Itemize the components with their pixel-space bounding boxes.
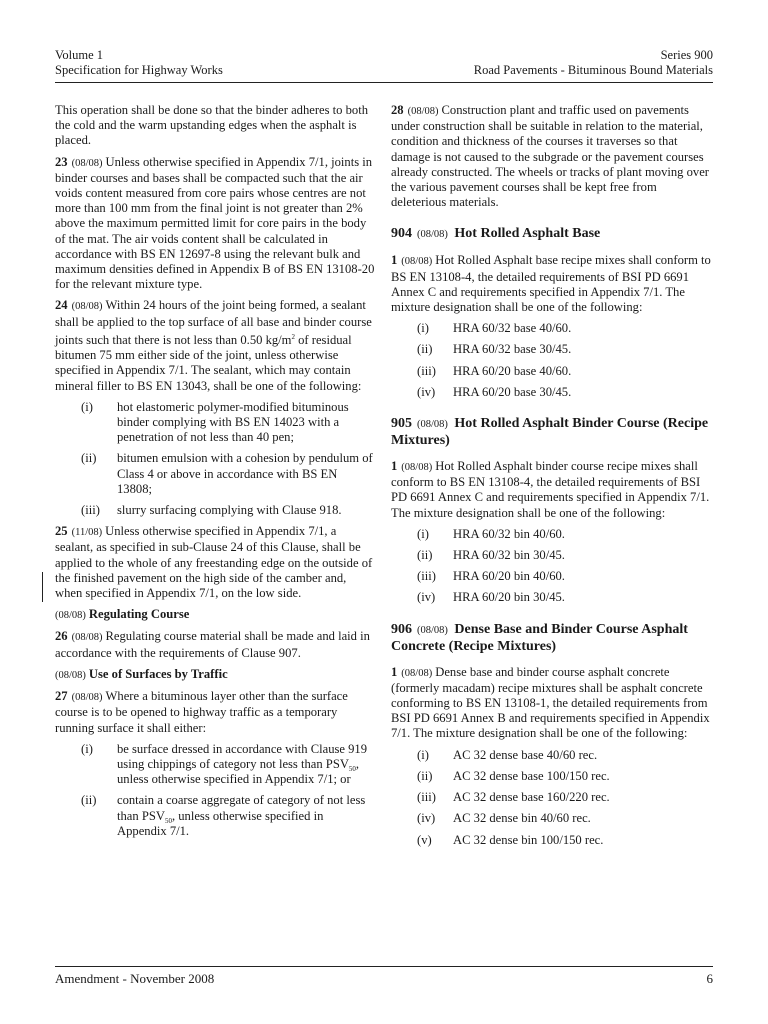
list-item — [55, 503, 375, 518]
list-item — [391, 385, 713, 400]
para-number: 25 — [55, 524, 68, 539]
list-item — [391, 364, 713, 379]
paragraph-28 — [391, 103, 713, 210]
page-number: 6 — [706, 971, 713, 986]
list-text: HRA 60/20 bin 30/45. — [453, 590, 565, 605]
list-item — [55, 742, 375, 788]
list-item — [391, 590, 713, 605]
paragraph-906-1 — [391, 665, 713, 742]
superscript: 2 — [291, 332, 295, 341]
paragraph-904-1 — [391, 253, 713, 315]
list-numeral: (iii) — [417, 363, 436, 378]
list-text: AC 32 dense bin 100/150 rec. — [453, 832, 604, 847]
amend-date: (08/08) — [71, 692, 103, 704]
paragraph-intro: This operation shall be done so that the binder adheres to both the cold and the warm upstanding edges when the asphalt is placed. — [55, 103, 369, 148]
change-bar — [42, 572, 43, 602]
amend-date: (08/08) — [55, 669, 86, 681]
para-number: 1 — [391, 459, 398, 474]
list-numeral: (i) — [417, 747, 429, 762]
para-text: Hot Rolled Asphalt base recipe mixes shall conform to BS EN 13108-4, the detailed requirements of BSI PD 6691 Annex C and requirements specified in Appendix 7/1. The mixture designation shall be one of the following: — [391, 253, 711, 315]
list-numeral: (ii) — [417, 768, 433, 783]
list-text: AC 32 dense base 160/220 rec. — [453, 790, 610, 805]
para-text: Where a bituminous layer other than the surface course is to be opened to highway traffic as a temporary running surface it shall either: — [55, 689, 348, 735]
section-number: 905 — [391, 416, 412, 432]
list-numeral: (ii) — [417, 342, 433, 357]
header-left — [55, 48, 223, 78]
page-footer — [55, 966, 713, 986]
amend-date: (11/08) — [71, 527, 103, 539]
amend-date: (08/08) — [417, 419, 448, 431]
list-numeral: (ii) — [81, 451, 97, 466]
para-text: Unless otherwise specified in Appendix 7/1, joints in binder courses and bases shall be compacted such that the air voids content measured from core pairs whose centres are not more than 100 mm from the final joint is not greater than 2% above the maximum permitted limit for core pairs in the body of the mat. The air voids content shall be calculated in accordance with BS EN 12697-8 using the relevant bulk and maximum densities defined in Appendix B of BS EN 13108-20 for the relevant mixture type. — [55, 154, 375, 292]
para-number: 23 — [55, 154, 68, 169]
page-header — [55, 48, 713, 83]
list-text: bitumen emulsion with a cohesion by pendulum of Class 4 or above in accordance with BS EN 13808; — [117, 451, 373, 496]
list-numeral: (i) — [417, 321, 429, 336]
list-numeral: (iii) — [81, 503, 100, 518]
list-text: slurry surfacing complying with Clause 918. — [117, 503, 342, 518]
list-item — [391, 527, 713, 542]
section-heading-904 — [391, 226, 713, 243]
subheading-regulating-course — [55, 607, 375, 623]
list-item — [391, 811, 713, 826]
section-heading-905 — [391, 416, 713, 449]
spec-title: Specification for Highway Works — [55, 63, 223, 77]
amend-date: (08/08) — [407, 106, 439, 117]
list-text: AC 32 dense base 100/150 rec. — [453, 768, 610, 783]
section-title: Hot Rolled Asphalt Binder Course (Recipe Mixtures) — [391, 416, 709, 449]
amend-date: (08/08) — [71, 157, 103, 169]
section-title: Dense Base and Binder Course Asphalt Concrete (Recipe Mixtures) — [391, 621, 688, 654]
list-numeral: (iv) — [417, 811, 436, 826]
list-item — [391, 342, 713, 357]
amend-date: (08/08) — [401, 256, 433, 268]
list-text: HRA 60/20 bin 40/60. — [453, 569, 565, 584]
para-text: Dense base and binder course asphalt concrete (formerly macadam) recipe mixtures shall be asphalt concrete conforming to BS EN 13108-1, the detailed requirements from BSI PD 6691 Annex B and requirements specified in Appendix 7/1. The mixture designation shall be one of the following: — [391, 664, 710, 741]
list-numeral: (i) — [81, 399, 93, 414]
list-item — [391, 321, 713, 336]
paragraph-24 — [55, 298, 375, 393]
list-text: HRA 60/20 base 30/45. — [453, 384, 572, 399]
header-right — [474, 48, 713, 78]
paragraph-26 — [55, 629, 375, 660]
list-text: HRA 60/20 base 40/60. — [453, 363, 572, 378]
list-item — [55, 793, 375, 839]
list-item — [391, 548, 713, 563]
subheading-use-of-surfaces — [55, 667, 375, 683]
list-text: , unless otherwise specified in Appendix 7/1; or — [117, 756, 360, 787]
list-text: be surface dressed in accordance with Clause 919 using chippings of category not less than PSV — [117, 741, 368, 771]
section-number: 904 — [391, 226, 412, 242]
para-number: 24 — [55, 298, 68, 313]
list-item — [55, 451, 375, 497]
list-text: HRA 60/32 bin 30/45. — [453, 548, 565, 563]
list-item — [391, 769, 713, 784]
amend-date: (08/08) — [401, 462, 433, 474]
right-column — [391, 103, 713, 854]
paragraph-25 — [55, 524, 375, 601]
para-text: Unless otherwise specified in Appendix 7/1, a sealant, as specified in sub-Clause 24 of this Clause, shall be applied to the whole of any freestanding edge on the outside of the finished pavement on the high side of the camber and, when specified in Appendix 7/1, on the low side. — [55, 524, 373, 601]
left-column — [55, 103, 375, 845]
list-numeral: (ii) — [81, 793, 97, 808]
para-text: Construction plant and traffic used on pavements under construction shall be suitable in relation to the material, condition and thickness of the courses it traverses so that damage is not caused to the subgrade or the pavement courses already constructed. The wheels or tracks of plant moving over the various pavement courses shall be kept free from deleterious materials. — [391, 103, 710, 210]
list-item — [391, 790, 713, 805]
section-number: 906 — [391, 621, 412, 637]
para-text: Within 24 hours of the joint being formed, a sealant shall be applied to the top surface of all base and binder course joints such that there is not less than 0.50 kg/m — [55, 298, 372, 348]
list-text: HRA 60/32 bin 40/60. — [453, 526, 565, 541]
amend-date: (08/08) — [417, 229, 448, 241]
list-numeral: (iv) — [417, 590, 436, 605]
list-numeral: (iii) — [417, 569, 436, 584]
paragraph-27 — [55, 689, 375, 736]
section-heading-906 — [391, 622, 713, 655]
list-numeral: (i) — [417, 526, 429, 541]
para-number: 26 — [55, 629, 68, 644]
list-text: HRA 60/32 base 40/60. — [453, 321, 572, 336]
series-label: Series 900 — [660, 48, 713, 62]
list-text: contain a coarse aggregate of category of not less than PSV — [117, 793, 366, 823]
list-text: AC 32 dense base 40/60 rec. — [453, 747, 598, 762]
para-number: 27 — [55, 689, 68, 704]
subheading-title: Use of Surfaces by Traffic — [88, 666, 228, 681]
list-item — [391, 833, 713, 848]
list-text: hot elastomeric polymer-modified bituminous binder complying with BS EN 14023 with a penetration of not less than 40 pen; — [117, 399, 349, 445]
list-text: AC 32 dense bin 40/60 rec. — [453, 811, 591, 826]
amend-date: (08/08) — [401, 667, 433, 679]
para-text: Regulating course material shall be made and laid in accordance with the requirements of Clause 907. — [55, 629, 370, 660]
paragraph-23 — [55, 155, 375, 293]
list-numeral: (v) — [417, 832, 432, 847]
section-title: Hot Rolled Asphalt Base — [454, 226, 601, 242]
list-numeral: (iv) — [417, 384, 436, 399]
para-number: 1 — [391, 253, 398, 268]
list-numeral: (ii) — [417, 548, 433, 563]
paragraph-905-1 — [391, 459, 713, 521]
series-title: Road Pavements - Bituminous Bound Materials — [473, 63, 713, 77]
amend-date: (08/08) — [71, 301, 103, 313]
para-text: of residual bitumen 75 mm either side of the joint, unless otherwise specified in Appendix 7/1. The sealant, which may contain mineral filler to BS EN 13043, shall be one of the following: — [55, 333, 362, 393]
amendment-label: Amendment - November 2008 — [55, 971, 215, 986]
list-item — [391, 569, 713, 584]
list-item — [391, 748, 713, 763]
amend-date: (08/08) — [417, 624, 448, 636]
subscript: 50 — [164, 816, 172, 825]
para-number: 28 — [391, 103, 404, 117]
volume-label: Volume 1 — [55, 48, 104, 62]
para-number: 1 — [391, 664, 398, 679]
amend-date: (08/08) — [55, 610, 86, 622]
list-numeral: (i) — [81, 741, 93, 756]
subscript: 50 — [348, 764, 356, 773]
subheading-title: Regulating Course — [88, 607, 190, 622]
list-item — [55, 400, 375, 446]
list-text: HRA 60/32 base 30/45. — [453, 342, 572, 357]
para-text: Hot Rolled Asphalt binder course recipe mixes shall conform to BS EN 13108-4, the detailed requirements of BSI PD 6691 Annex C and requirements specified in Appendix 7/1. The mixture designation shall be one of the following: — [391, 459, 710, 520]
list-text: , unless otherwise specified in Appendix 7/1. — [117, 808, 324, 838]
list-numeral: (iii) — [417, 790, 436, 805]
amend-date: (08/08) — [71, 632, 103, 644]
